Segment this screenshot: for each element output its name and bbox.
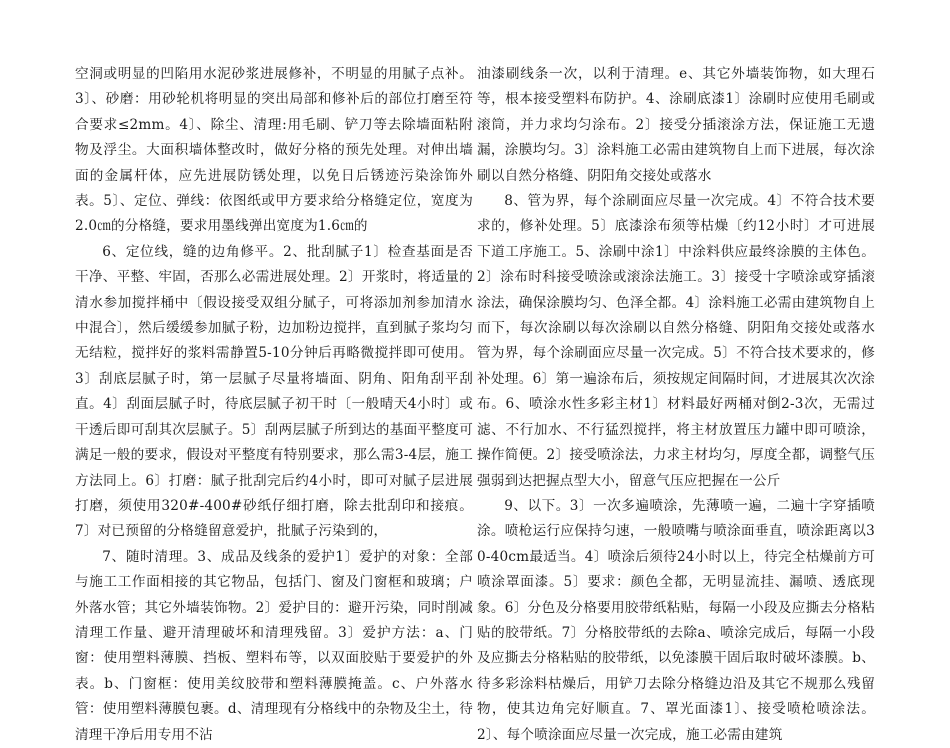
right-text-column: [477, 62, 875, 748]
paragraph-protection: 7、随时清理。3、成品及线条的爱护1〕爱护的对象：全部与施工工作面相接的其它物品，包括门、窗及门窗框和玻璃；户外落水管；其它外墙装饰物。2〕爱护目的：避开污染，同时削减清理工作量、避开清理破坏和清理残留。3〕爱护方法：a、门窗：使用塑料薄膜、挡板、塑料布等，以双面胶贴于要爱护的外表。b、门窗框：使用美纹胶带和塑料薄膜掩盖。c、户外落水管：使用塑料薄膜包裹。d、清理现有分格线中的杂物及尘土，待清理干净后用专用不沾: [75, 548, 473, 743]
paragraph-midcoat: 8、管为界，每个涂刷面应尽量一次完成。4〕不符合技术要求的，修补处理。5〕底漆涂布须等枯燥〔约12小时〕才可进展下道工序施工。5、涂刷中涂1〕中涂料供应最终涂膜的主体色。2〕涂布时科接受喷涂或滚涂法施工。3〕接受十字喷涂或穿插滚涂法，确保涂膜均匀、色泽全都。4〕涂料施工必需由建筑物自上而下，每次涂刷以每次涂刷以自然分格缝、阴阳角交接处或落水管为界，每个涂刷面应尽量一次完成。5〕不符合技术要求的，修补处理。6〕第一遍涂布后，须按规定间隔时间，才进展其次次涂布。6、喷涂水性多彩主材1〕材料最好两桶对倒2-3次，无需过滤、不行加水、不行猛烈搅拌，将主材放置压力罐中即可喷涂，操作简便。2〕接受喷涂法，力求主材均匀，厚度全都，调整气压强弱到达把握点型大小，留意气压应把握在一公斤: [477, 193, 875, 489]
left-text-column: [75, 62, 473, 748]
paragraph-spraying: 9、以下。3〕一次多遍喷涂，先薄喷一遍，二遍十字穿插喷涂。喷枪运行应保持匀速，一般喷嘴与喷涂面垂直，喷涂距离以30-40cm最适当。4〕喷涂后须待24小时以上，待完全枯燥前方可喷涂罩面漆。5〕要求：颜色全都，无明显流挂、漏喷、透底现象。6〕分色及分格要用胶带纸粘贴，每隔一小段及应撕去分格粘贴的胶带纸。7〕分格胶带纸的去除a、喷涂完成后，每隔一小段及应撕去分格粘贴的胶带纸，以免漆膜干固后取时破坏漆膜。b、待多彩涂料枯燥后，用铲刀去除分格缝边沿及其它不规那么残留物，使其边角完好顺直。7、罩光面漆1〕、接受喷枪喷涂法。2〕、每个喷涂面应尽量一次完成，施工必需由建筑: [477, 497, 875, 743]
paragraph-putty: 6、定位线，缝的边角修平。2、批刮腻子1〕检查基面是否干净、平整、牢固，否那么必需进展处理。2〕开浆时，将适量的清水参加搅拌桶中〔假设接受双组分腻子，可将添加剂参加清水中混合〕，然后缓缓参加腻子粉，边加粉边搅拌，直到腻子浆均匀无结粒，搅拌好的浆料需静置5-10分钟后再略微搅拌即可使用。3〕刮底层腻子时，第一层腻子尽量将墙面、阴角、阳角刮平刮直。4〕刮面层腻子时，待底层腻子初干时〔一般晴天4小时〕或干透后即可刮其次层腻子。5〕刮两层腻子所到达的基面平整度可满足一般的要求，假设对平整度有特别要求，那么需3-4层，施工方法同上。6〕打磨：腻子批刮完后约4小时，即可对腻子层进展打磨，须使用320#-400#砂纸仔细打磨，除去批刮印和接痕。7〕对已预留的分格缝留意爱护，批腻子污染到的，: [75, 243, 473, 540]
paragraph-surface-prep: 空洞或明显的凹陷用水泥砂浆进展修补，不明显的用腻子点补。3〕、砂磨：用砂轮机将明显的突出局部和修补后的部位打磨至符合要求≤2mm。4〕、除尘、清理:用毛刷、铲刀等去除墙面粘附物及浮尘。大面积墙体整改时，做好分格的预先处理。对伸出墙面的金属杆体，应先进展防锈处理，以免日后锈迹污染涂饰外表。5〕、定位、弹线：依图纸或甲方要求给分格缝定位，宽度为2.0㎝的分格缝，要求用墨线弹出宽度为1.6㎝的: [75, 66, 473, 235]
paragraph-primer: 油漆刷线条一次，以利于清理。e、其它外墙装饰物，如大理石等，根本接受塑料布防护。4、涂刷底漆1〕涂刷时应使用毛刷或滚筒，并力求均匀涂布。2〕接受分插滚涂方法，保证施工无遗漏，涂膜均匀。3〕涂料施工必需由建筑物自上而下进展，每次涂刷以自然分格缝、阴阳角交接处或落水: [477, 66, 875, 184]
